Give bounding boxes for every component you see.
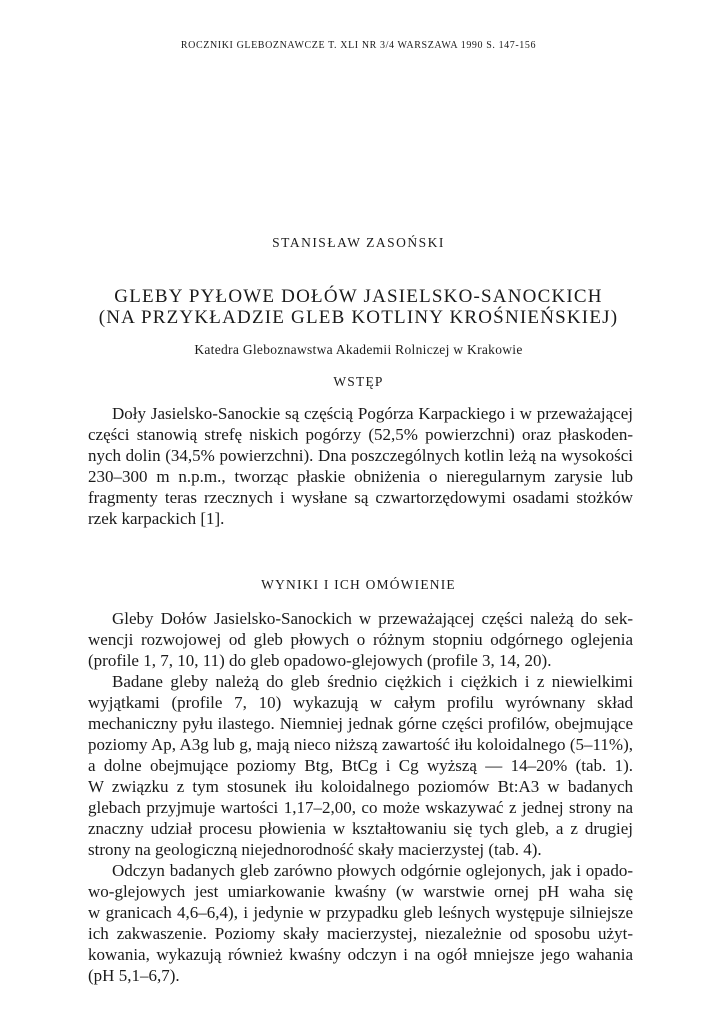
text-line: W związku z tym stosunek iłu koloidalnego poziomów Bt:A3 w badanych <box>88 777 633 796</box>
text-line: a dolne obejmujące poziomy Btg, BtCg i Cg wyższą — 14–20% (tab. 1). <box>88 756 633 775</box>
text-line: Odczyn badanych gleb zarówno płowych odgórnie oglejonych, jak i opado- <box>112 861 633 880</box>
text-line: poziomy Ap, A3g lub g, mają nieco niższą zawartość iłu koloidalnego (5–11%), <box>88 735 633 754</box>
section-heading-results: WYNIKI I ICH OMÓWIENIE <box>261 577 456 592</box>
text-line: (profile 1, 7, 10, 11) do gleb opadowo-glejowych (profile 3, 14, 20). <box>88 651 552 670</box>
intro-paragraph <box>88 403 633 529</box>
text-line: Badane gleby należą do gleb średnio ciężkich i ciężkich i z niewielkimi <box>112 672 633 691</box>
section-heading-intro: WSTĘP <box>333 374 384 389</box>
text-line: Doły Jasielsko-Sanockie są częścią Pogórza Karpackiego i w przeważającej <box>112 404 633 423</box>
text-line: wyjątkami (profile 7, 10) wykazują w całym profilu wyrównany skład <box>88 693 633 712</box>
results-paragraph-2 <box>88 671 633 860</box>
text-line: wo-glejowych jest umiarkowanie kwaśny (w warstwie ornej pH waha się <box>88 882 633 901</box>
article-title <box>0 286 717 328</box>
text-line: 230–300 m n.p.m., tworząc płaskie obniżenia o nieregularnym zarysie lub <box>88 467 633 486</box>
text-line: Gleby Dołów Jasielsko-Sanockich w przeważającej części należą do sek- <box>112 609 633 628</box>
text-line: glebach przyjmuje wartości 1,17–2,00, co może wskazywać z jednej strony na <box>88 798 633 817</box>
text-line: w granicach 4,6–6,4), i jedynie w przypadku gleb leśnych występuje silniejsze <box>88 903 633 922</box>
title-line-1: GLEBY PYŁOWE DOŁÓW JASIELSKO-SANOCKICH <box>114 286 603 307</box>
text-line: części stanowią strefę niskich pogórzy (52,5% powierzchni) oraz płaskoden- <box>88 425 633 444</box>
text-line: kowania, wykazują również kwaśny odczyn i na ogół mniejsze jego wahania <box>88 945 633 964</box>
affiliation: Katedra Gleboznawstwa Akademii Rolniczej w Krakowie <box>194 342 523 357</box>
results-paragraph-1 <box>88 608 633 671</box>
text-line: wencji rozwojowej od gleb płowych o różnym stopniu odgórnego oglejenia <box>88 630 633 649</box>
text-line: znaczny udział procesu płowienia w kształtowaniu się tych gleb, a z drugiej <box>88 819 633 838</box>
text-line: (pH 5,1–6,7). <box>88 966 180 985</box>
text-line: mechaniczny pyłu ilastego. Niemniej jednak górne części profilów, obejmujące <box>88 714 633 733</box>
running-header: ROCZNIKI GLEBOZNAWCZE T. XLI NR 3/4 WARSZAWA 1990 S. 147-156 <box>180 40 537 51</box>
title-line-2: (NA PRZYKŁADZIE GLEB KOTLINY KROŚNIEŃSKIEJ) <box>98 307 619 328</box>
text-line: ich zakwaszenie. Poziomy skały macierzystej, niezależnie od sposobu użyt- <box>88 924 633 943</box>
text-line: fragmenty teras rzecznych i wysłane są czwartorzędowymi osadami stożków <box>88 488 633 507</box>
results-paragraph-3 <box>88 860 633 986</box>
author-name: STANISŁAW ZASOŃSKI <box>272 235 445 250</box>
text-line: rzek karpackich [1]. <box>88 509 225 528</box>
text-line: strony na geologiczną niejednorodność skały macierzystej (tab. 4). <box>88 840 542 859</box>
text-line: nych dolin (34,5% powierzchni). Dna poszczególnych kotlin leżą na wysokości <box>88 446 633 465</box>
